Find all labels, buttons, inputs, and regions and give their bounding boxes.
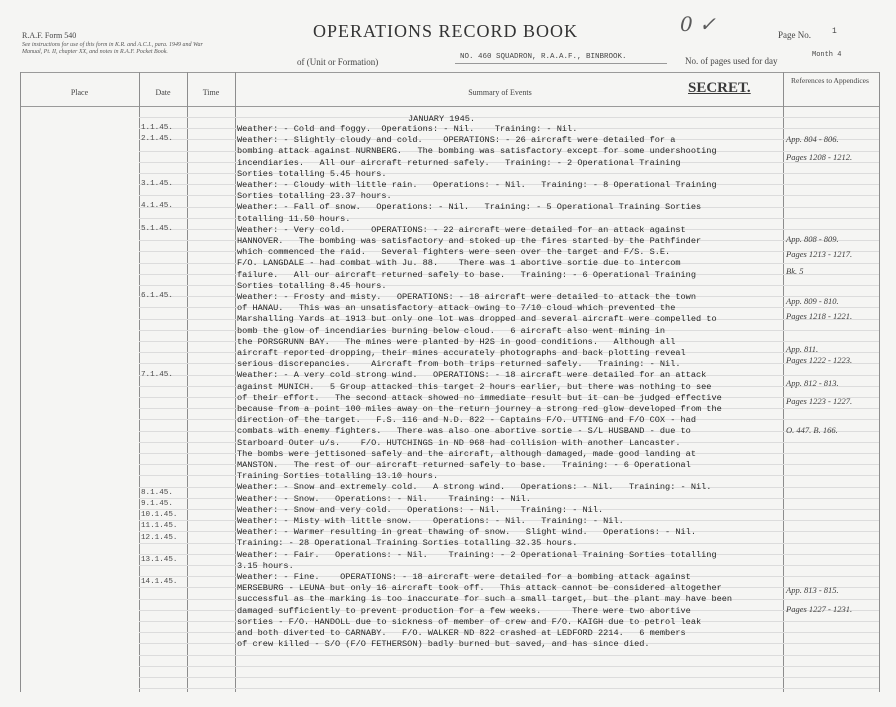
reference-note: App. 812 - 813. <box>786 378 839 388</box>
summary-line: direction of the target. F.S. 116 and N.D. 822 - Captains F/O. UTTING and F/O COX - had <box>237 415 696 426</box>
summary-line: Weather: - Warmer resulting in great thawing of snow. Slight wind. Operations: - Nil. <box>237 527 696 538</box>
page-number: 1 <box>832 27 837 36</box>
pages-used-value: Month 4 <box>812 51 842 59</box>
summary-line: Weather: - Fair. Operations: - Nil. Training: - 2 Operational Training Sorties totalling <box>237 549 717 560</box>
summary-line: Marshalling Yards at 1913 but only one lot was dropped and several aircraft were compelled to <box>237 314 717 325</box>
date-cell: 9.1.45. <box>141 500 173 508</box>
summary-line: Weather: - Misty with little snow. Operations: - Nil. Training: - Nil. <box>237 516 624 526</box>
summary-line: incendiaries. All our aircraft returned safely. Training: - 2 Operational Training <box>237 157 681 168</box>
summary-line: successful as the marking is too inaccurate for such a small target, but the plant may have been <box>237 594 733 605</box>
summary-line: aircraft reported dropping, their mines accurately photographs and back plotting reveal <box>237 348 686 358</box>
summary-line: Training Sorties totalling 13.10 hours. <box>237 471 439 482</box>
reference-note: O. 447. B. 166. <box>786 425 838 435</box>
date-cell: 4.1.45. <box>141 202 173 210</box>
reference-note: App. 809 - 810. <box>786 296 839 306</box>
summary-line: because from a point 100 miles away on the return journey a strong red glow developed from the <box>237 404 722 414</box>
form-instructions: See instructions for use of this form in K.R. and A.C.I., para. 1949 and War Manual, Pt. II, chapter XX, and notes in R.A.F. Pocket Book. <box>22 42 203 55</box>
summary-line: failure. All our aircraft returned safely to base. Training: - 6 Operational Training <box>237 269 696 280</box>
reference-note: App. 811. <box>786 344 819 354</box>
page-number-label: Page No. <box>778 30 811 40</box>
summary-line: HANNOVER. The bombing was satisfactory and stoked up the fires started by the Pathfinder <box>237 236 702 246</box>
summary-line: Weather: - Cold and foggy. Operations: - Nil. Training: - Nil. <box>237 124 578 134</box>
time-header: Time <box>202 88 220 97</box>
unit-value: NO. 460 SQUADRON, R.A.A.F., BINBROOK. <box>460 53 627 61</box>
summary-line: serious discrepancies. Aircraft from both trips returned safely. Training: - Nil. <box>237 359 681 370</box>
summary-line: Weather: - Snow and extremely cold. A strong wind. Operations: - Nil. Training: - Nil. <box>237 482 712 493</box>
summary-line: Training: - 28 Operational Training Sorties totalling 32.35 hours. <box>237 538 578 549</box>
summary-line: Weather: - Snow. Operations: - Nil. Training: - Nil. <box>237 493 531 504</box>
summary-line: and both diverted to CARNABY. F/O. WALKER ND 822 crashed at LEDFORD 2214. 6 members <box>237 628 686 638</box>
pages-used-label: No. of pages used for day <box>685 56 778 66</box>
summary-line: sorties - F/O. HANDOLL due to sickness of member of crew and F/O. KAIGH due to petrol leak <box>237 616 702 627</box>
date-cell: 10.1.45. <box>141 511 178 519</box>
summary-line: Weather: - Slightly cloudy and cold. OPERATIONS: - 26 aircraft were detailed for a <box>237 135 676 146</box>
summary-line: Starboard Outer u/s. F/O. HUTCHINGS in ND 968 had collision with another Lancaster. <box>237 437 681 448</box>
summary-line: 3.15 hours. <box>237 560 294 571</box>
reference-note: Pages 1213 - 1217. <box>786 249 853 259</box>
summary-line: Weather: - Snow and very cold. Operations: - Nil. Training: - Nil. <box>237 504 604 515</box>
date-cell: 3.1.45. <box>141 180 173 188</box>
date-cell: 13.1.45. <box>141 556 178 564</box>
summary-line: The bombs were jettisoned safely and the aircraft, although damaged, made good landing at <box>237 448 696 459</box>
summary-line: against MUNICH. 5 Group attacked this target 2 hours earlier, but there was nothing to see <box>237 381 712 392</box>
summary-line: of HANAU. This was an unsatisfactory attack owing to 7/10 cloud which prevented the <box>237 303 676 314</box>
place-header: Place <box>70 88 89 97</box>
summary-line: Weather: - Very cold. OPERATIONS: - 22 aircraft were detailed for an attack against <box>237 224 686 235</box>
form-title: OPERATIONS RECORD BOOK <box>313 21 579 41</box>
summary-line: of crew killed - S/O (F/O FETHERSON) badly burned but saved, and has since died. <box>237 639 650 650</box>
summary-line: Sorties totalling 23.37 hours. <box>237 191 392 202</box>
date-cell: 6.1.45. <box>141 292 173 300</box>
reference-note: Pages 1218 - 1221. <box>786 311 853 321</box>
reference-note: App. 808 - 809. <box>786 234 839 244</box>
date-cell: 11.1.45. <box>141 522 178 530</box>
summary-line: Sorties totalling 8.45 hours. <box>237 280 387 291</box>
summary-line: which commenced the raid. Several fighters were seen over the target and F/S. S.E. <box>237 247 671 258</box>
summary-line: bomb the glow of incendiaries burning below cloud. 6 aircraft also went mining in <box>237 325 666 336</box>
summary-line: Weather: - Frosty and misty. OPERATIONS: - 18 aircraft were detailed to attack the town <box>237 292 696 302</box>
summary-header: Summary of Events <box>468 88 532 97</box>
reference-note: Bk. 5 <box>786 266 804 276</box>
references-header: References to Appendices <box>791 76 869 85</box>
summary-line: bombing attack against NURNBERG. The bombing was satisfactory except for some undershooting <box>237 146 717 157</box>
date-cell: 5.1.45. <box>141 225 173 233</box>
unit-label: of (Unit or Formation) <box>297 57 379 67</box>
secret-stamp: SECRET. <box>688 80 751 96</box>
reference-note: Pages 1223 - 1227. <box>786 396 853 406</box>
summary-line: of their effort. The second attack showed no immediate result but it can be judged effective <box>237 392 722 403</box>
reference-note: App. 813 - 815. <box>786 585 839 595</box>
summary-line: Weather: - Fine. OPERATIONS: - 18 aircraft were detailed for a bombing attack against <box>237 572 691 582</box>
summary-line: MANSTON. The rest of our aircraft returned safely to base. Training: - 6 Operational <box>237 460 691 470</box>
summary-line: damaged sufficiently to prevent production for a few weeks. There were two abortive <box>237 605 691 616</box>
summary-line: Weather: - Fall of snow. Operations: - Nil. Training: - 5 Operational Training Sorties <box>237 202 702 213</box>
summary-line: Sorties totalling 5.45 hours. <box>237 168 387 179</box>
date-cell: 1.1.45. <box>141 124 173 132</box>
date-cell: 14.1.45. <box>141 578 178 586</box>
summary-line: MERSEBURG - LEUNA but only 16 aircraft took off. This attack cannot be considered altogether <box>237 583 722 594</box>
handwritten-mark: 0 ✓ <box>680 12 716 36</box>
reference-note: App. 804 - 806. <box>786 134 839 144</box>
reference-note: Pages 1227 - 1231. <box>786 604 853 614</box>
summary-line: F/O. LANGDALE - had combat with Ju. 88. There was 1 abortive sortie due to intercom <box>237 258 681 269</box>
summary-line: combats with enemy fighters. There was also one abortive sortie - S/L HUSBAND - due to <box>237 426 691 437</box>
reference-note: Pages 1222 - 1223. <box>786 355 853 365</box>
reference-note: Pages 1208 - 1212. <box>786 152 853 162</box>
date-cell: 2.1.45. <box>141 135 173 143</box>
summary-line: totalling 11.50 hours. <box>237 213 351 224</box>
date-cell: 7.1.45. <box>141 371 173 379</box>
date-header: Date <box>155 88 171 97</box>
summary-line: the PORSGRUNN BAY. The mines were planted by H2S in good conditions. Although all <box>237 336 676 347</box>
summary-line: Weather: - A very cold strong wind. OPERATIONS: - 18 aircraft were detailed for an attack <box>237 370 707 381</box>
summary-line: Weather: - Cloudy with little rain. Operations: - Nil. Training: - 8 Operational Training <box>237 180 717 190</box>
date-cell: 8.1.45. <box>141 489 173 497</box>
form-number: R.A.F. Form 540 <box>22 31 77 40</box>
month-heading: JANUARY 1945. <box>408 114 476 124</box>
date-cell: 12.1.45. <box>141 534 178 542</box>
